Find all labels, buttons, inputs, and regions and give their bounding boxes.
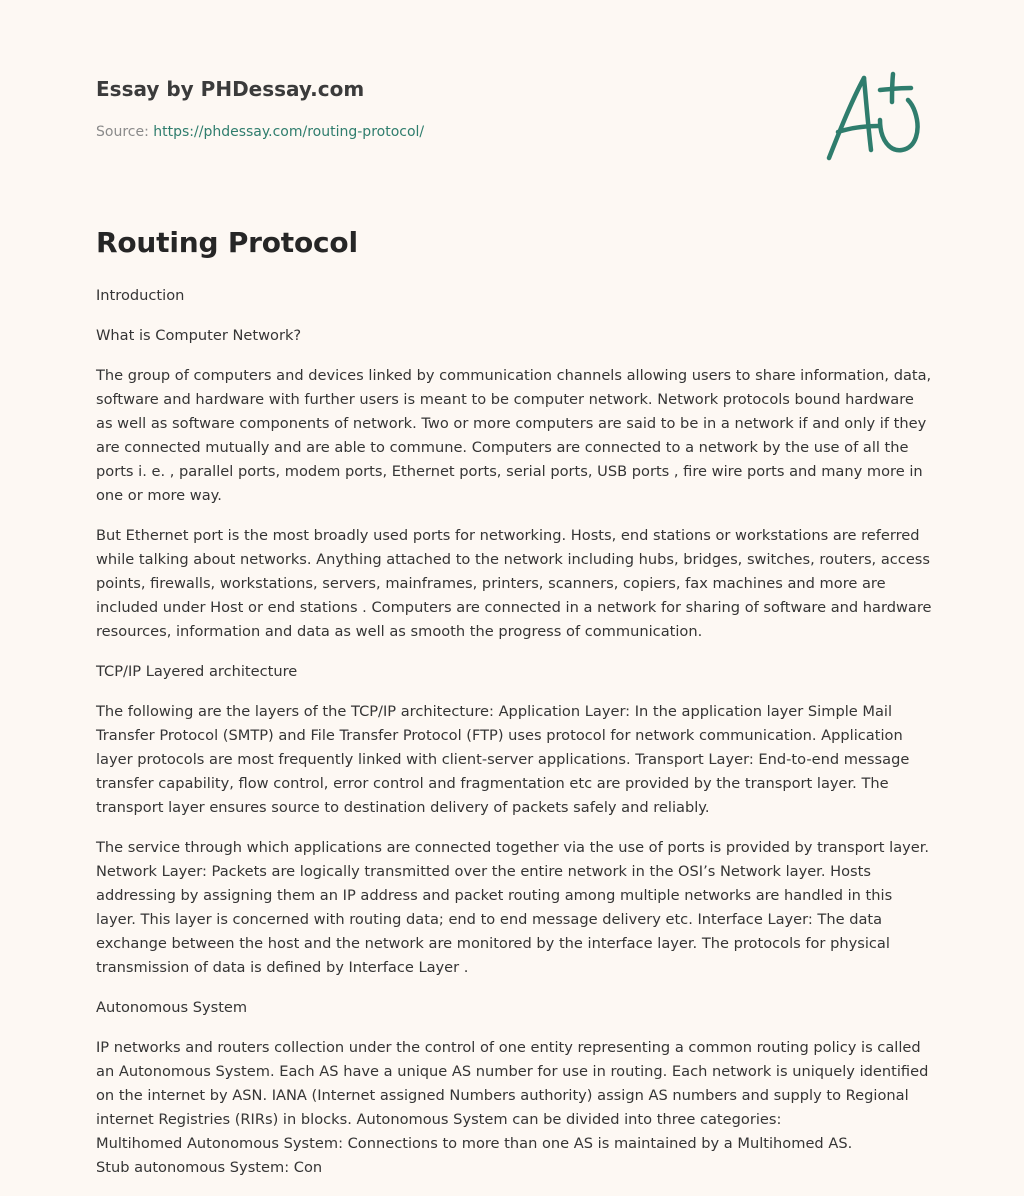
paragraph-body: The service through which applications are connected together via the use of ports is provided by transport layer. Network Layer: Packets are logically transmitted over the entire network in the OSI’s Network layer. Hosts addressing by assigning them an IP address and packet routing among multiple networks are handled in this layer. This layer is concerned with routing data; end to end message delivery etc. Interface Layer: The data exchange between the host and the network are monitored by the interface layer. The protocols for physical transmission of data is defined by Interface Layer .: [96, 839, 930, 976]
paragraph-heading-autonomous-system: Autonomous System: [96, 999, 248, 1016]
paragraph-body: The following are the layers of the TCP/IP architecture: Application Layer: In the application layer Simple Mail Transfer Protocol (SMTP) and File Transfer Protocol (FTP) uses protocol for network communication. Application layer protocols are most frequently linked with client-server applications. Transport Layer: End-to-end message transfer capability, flow control, error control and fragmentation etc are provided by the transport layer. The transport layer ensures source to destination delivery of packets safely and reliably.: [96, 703, 910, 816]
paragraph-body: IP networks and routers collection under the control of one entity representing a common routing policy is called an Autonomous System. Each AS have a unique AS number for use in routing. Each network is uniquely identified on the internet by ASN. IANA (Internet assigned Numbers authority) assign AS numbers and supply to Regional internet Registries (RIRs) in blocks. Autonomous System can be divided into three categories:: [96, 1039, 929, 1128]
source-line: [96, 124, 424, 140]
source-label: Source:: [96, 124, 154, 140]
paragraph-line-stub: Stub autonomous System: Con: [96, 1159, 323, 1176]
paragraph-heading-tcp-ip: TCP/IP Layered architecture: [96, 663, 298, 680]
document-title: Routing Protocol: [96, 226, 358, 259]
paragraph-line-multihomed: Multihomed Autonomous System: Connections to more than one AS is maintained by a Multihomed AS.: [96, 1135, 853, 1152]
essay-body: [96, 284, 932, 1180]
a-plus-logo-icon: [822, 70, 928, 166]
paragraph-body: But Ethernet port is the most broadly used ports for networking. Hosts, end stations or workstations are referred while talking about networks. Anything attached to the network including hubs, bridges, switches, routers, access points, firewalls, workstations, servers, mainframes, printers, scanners, copiers, fax machines and more are included under Host or end stations . Computers are connected in a network for sharing of software and hardware resources, information and data as well as smooth the progress of communication.: [96, 527, 932, 640]
source-link[interactable]: https://phdessay.com/routing-protocol/: [153, 124, 425, 140]
paragraph-body: The group of computers and devices linked by communication channels allowing users to share information, data, software and hardware with further users is meant to be computer network. Network protocols bound hardware as well as software components of network. Two or more computers are said to be in a network if and only if they are connected mutually and are able to commune. Computers are connected to a network by the use of all the ports i. e. , parallel ports, modem ports, Ethernet ports, serial ports, USB ports , fire wire ports and many more in one or more way.: [96, 367, 932, 504]
paragraph-heading-computer-network: What is Computer Network?: [96, 327, 302, 344]
site-title: Essay by PHDessay.com: [96, 77, 365, 101]
paragraph-introduction: Introduction: [96, 287, 185, 304]
